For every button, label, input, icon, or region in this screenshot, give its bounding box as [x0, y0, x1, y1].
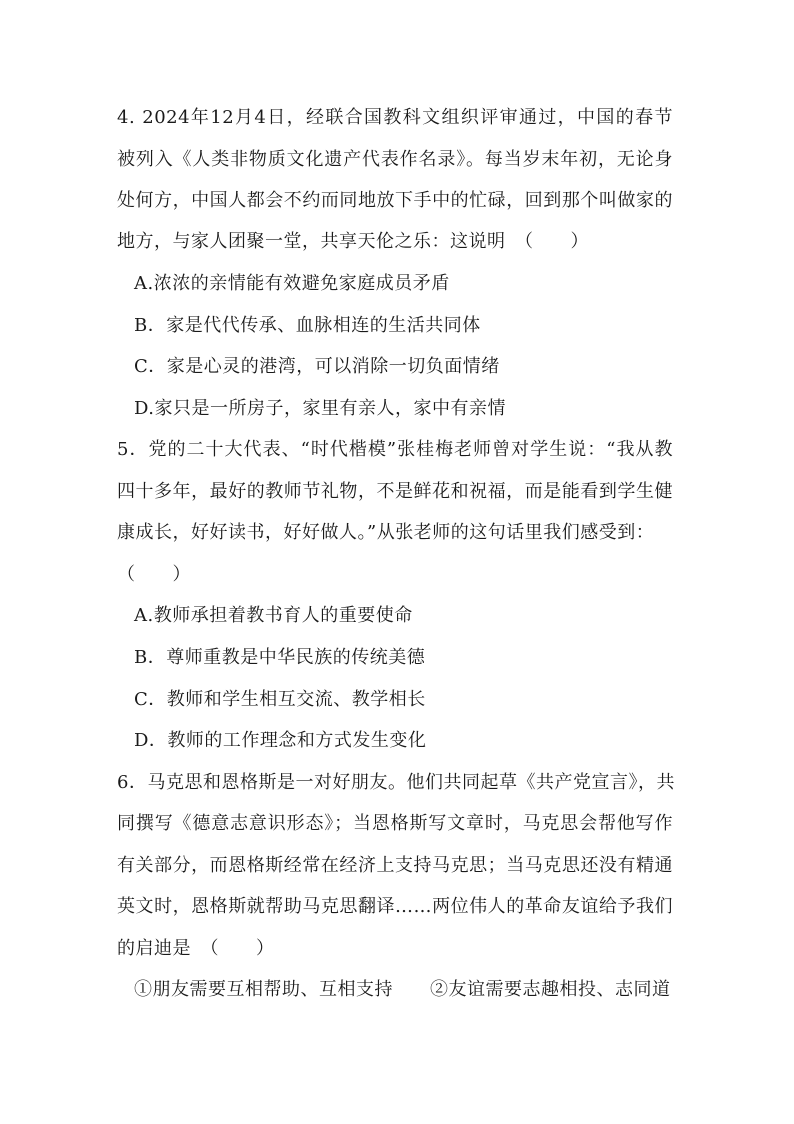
question-5-option-c: C．教师和学生相互交流、教学相长 [134, 689, 426, 710]
question-4-option-c: C．家是心灵的港湾，可以消除一切负面情绪 [134, 356, 500, 377]
question-4-line-2: 被列入《人类非物质文化遗产代表作名录》。每当岁末年初，无论身 [117, 149, 673, 170]
question-4-option-a: A.浓浓的亲情能有效避免家庭成员矛盾 [134, 273, 450, 294]
question-4-option-b: B．家是代代传承、血脉相连的生活共同体 [134, 315, 481, 336]
question-5-line-3: 康成长，好好读书，好好做人。”从张老师的这句话里我们感受到： [117, 522, 655, 543]
question-6-statements: ①朋友需要互相帮助、互相支持 ②友谊需要志趣相投、志同道 [134, 979, 671, 1000]
question-5-line-4: （ ） [117, 564, 191, 585]
question-6-line-1: 6．马克思和恩格斯是一对好朋友。他们共同起草《共产党宣言》，共 [117, 772, 675, 793]
question-5-line-2: 四十多年，最好的教师节礼物，不是鲜花和祝福，而是能看到学生健 [117, 481, 673, 502]
question-5-line-1: 5．党的二十大代表、“时代楷模”张桂梅老师曾对学生说：“我从教 [117, 439, 673, 460]
question-6-line-2: 同撰写《德意志意识形态》；当恩格斯写文章时，马克思会帮他写作 [117, 813, 673, 834]
question-6-line-4: 英文时，恩格斯就帮助马克思翻译……两位伟人的革命友谊给予我们 [117, 896, 673, 917]
question-5-option-b: B．尊师重教是中华民族的传统美德 [134, 647, 426, 668]
question-6-line-5: 的启迪是 （ ） [117, 938, 275, 959]
question-4-line-3: 处何方，中国人都会不约而同地放下手中的忙碌，回到那个叫做家的 [117, 190, 673, 211]
question-4-option-d: D.家只是一所房子，家里有亲人，家中有亲情 [134, 398, 507, 419]
question-6-line-3: 有关部分，而恩格斯经常在经济上支持马克思；当马克思还没有精通 [117, 855, 673, 876]
question-5-option-a: A.教师承担着教书育人的重要使命 [134, 605, 413, 626]
question-5-option-d: D．教师的工作理念和方式发生变化 [134, 730, 427, 751]
question-4-line-1: 4. 2024年12月4日，经联合国教科文组织评审通过，中国的春节 [117, 107, 673, 128]
question-4-line-4: 地方，与家人团聚一堂，共享天伦之乐：这说明 （ ） [117, 231, 589, 252]
